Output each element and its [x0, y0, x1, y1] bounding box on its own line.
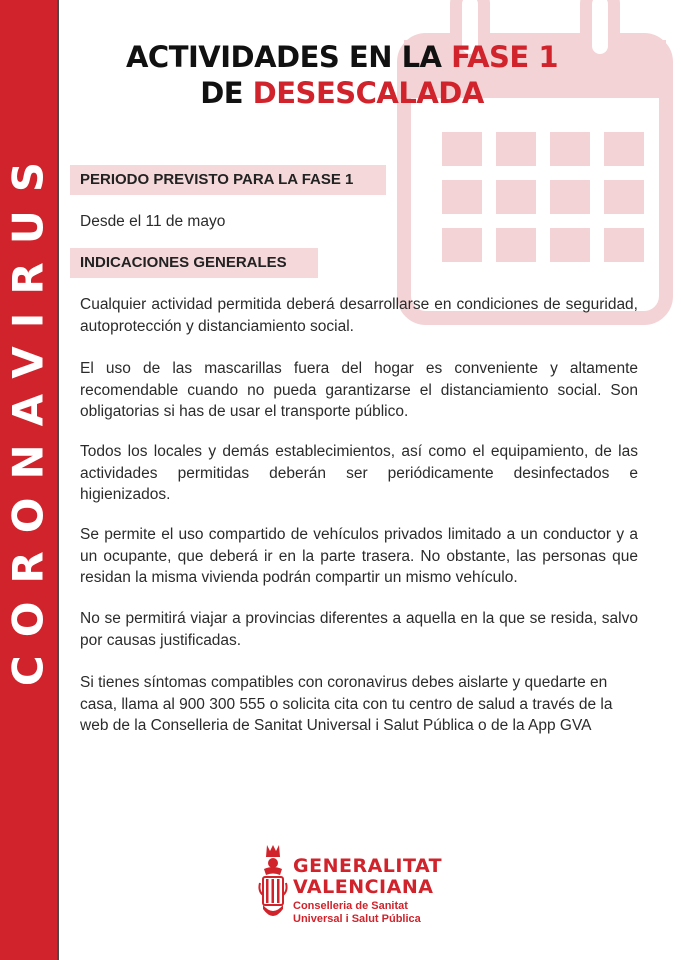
- periodo-text: Desde el 11 de mayo: [80, 213, 226, 230]
- title-red-part: FASE 1: [451, 40, 558, 74]
- generalitat-coat-of-arms-icon: [258, 843, 288, 925]
- page-title-line-2: [57, 76, 627, 110]
- paragraph: No se permitirá viajar a provincias diferentes a aquella en la que se resida, salvo por causas justificadas.: [80, 610, 638, 649]
- paragraph: El uso de las mascarillas fuera del hogar es conveniente y altamente recomendable cuando no pueda garantizarse el distanciamiento social. Son obligatorias si has de usar el transporte público.: [80, 360, 638, 420]
- sidebar-label: CORONAVIRUS: [3, 143, 53, 687]
- title-red-part: DESESCALADA: [252, 76, 484, 110]
- logo-subtitle-line-2: Universal i Salut Pública: [293, 913, 421, 925]
- paragraph: Todos los locales y demás establecimientos, así como el equipamiento, de las actividades permitidas deberán ser periódicamente desinfectados e higienizados.: [80, 443, 638, 503]
- page-title-line-1: [57, 40, 627, 74]
- title-black-part: DE: [200, 76, 253, 110]
- paragraph: Si tienes síntomas compatibles con coronavirus debes aislarte y quedarte en casa, llama al 900 300 555 o solicita cita con tu centro de salud a través de la web de la Conselleria de Sanitat Universal i Salut Pública o de la App GVA: [80, 674, 613, 734]
- paragraph: Se permite el uso compartido de vehículos privados limitado a un conductor y a un ocupante, que deberá ir en la parte trasera. No obstante, las personas que residan la misma vivienda podrán compartir un mismo vehículo.: [80, 526, 638, 586]
- logo-subtitle-line-1: Conselleria de Sanitat: [293, 900, 408, 912]
- title-black-part: ACTIVIDADES EN LA: [125, 40, 452, 74]
- logo-name-line-2: VALENCIANA: [293, 876, 434, 898]
- sidebar: [0, 0, 57, 960]
- section-heading-indicaciones: INDICACIONES GENERALES: [70, 248, 318, 278]
- section-heading-periodo: PERIODO PREVISTO PARA LA FASE 1: [70, 165, 386, 195]
- paragraph: Cualquier actividad permitida deberá desarrollarse en condiciones de seguridad, autoprotección y distanciamiento social.: [80, 296, 638, 335]
- logo-name-line-1: GENERALITAT: [293, 855, 443, 877]
